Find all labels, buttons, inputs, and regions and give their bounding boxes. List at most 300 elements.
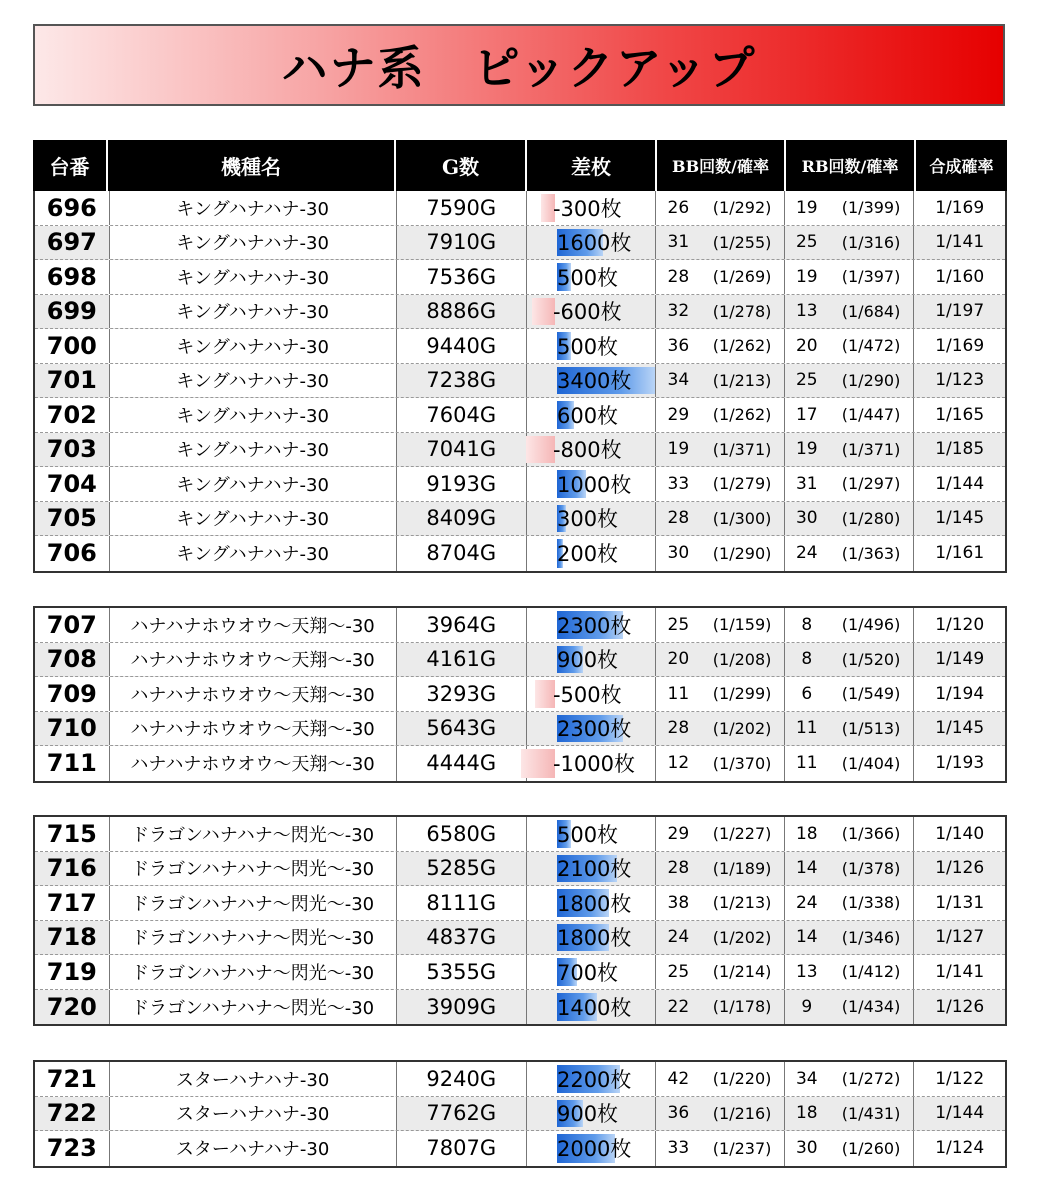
rb-count-cell — [785, 643, 829, 677]
machine-number: 697 — [46, 228, 97, 257]
bb-rate: (1/278) — [712, 301, 772, 321]
bb-count-cell — [656, 536, 700, 571]
bb-count-cell — [656, 955, 700, 989]
coin-difference-cell — [527, 608, 656, 642]
bb-rate: (1/279) — [712, 474, 772, 494]
rb-count-cell — [785, 536, 829, 571]
rb-count: 17 — [795, 404, 818, 425]
machine-name: キングハナハナ-30 — [176, 302, 329, 324]
game-count: 3909G — [426, 994, 497, 1019]
machine-number: 718 — [46, 923, 97, 952]
coin-difference-cell — [527, 329, 656, 363]
machine-name-cell — [110, 817, 397, 851]
bb-count-cell — [656, 746, 700, 781]
game-count: 7238G — [426, 368, 497, 393]
machine-name-cell — [110, 955, 397, 989]
machine-number: 717 — [46, 888, 97, 917]
machine-number-cell — [35, 817, 110, 851]
combined-rate: 1/141 — [935, 961, 985, 982]
table-row — [35, 677, 1005, 712]
game-count: 8111G — [426, 890, 497, 915]
machine-group — [33, 1060, 1007, 1168]
bb-rate: (1/237) — [712, 1138, 772, 1158]
bb-count-cell — [656, 817, 700, 851]
bb-rate-cell — [700, 955, 785, 989]
coin-difference-cell — [527, 817, 656, 851]
game-count-cell — [397, 921, 527, 955]
bb-count: 33 — [667, 473, 690, 494]
table-row — [35, 1062, 1005, 1097]
bb-rate: (1/213) — [712, 893, 772, 913]
machine-number: 701 — [46, 366, 97, 395]
bb-count-cell — [656, 260, 700, 294]
game-count: 9240G — [426, 1066, 497, 1091]
game-count-cell — [397, 677, 527, 711]
bb-count-cell — [656, 191, 700, 225]
machine-number: 723 — [46, 1134, 97, 1163]
rb-rate-cell — [829, 226, 915, 260]
rb-count-cell — [785, 329, 829, 363]
rb-count: 31 — [795, 473, 818, 494]
bb-rate-cell — [700, 329, 785, 363]
game-count-cell — [397, 295, 527, 329]
bb-count: 19 — [667, 439, 690, 460]
machine-name-cell — [110, 364, 397, 398]
coin-difference-cell — [527, 433, 656, 467]
game-count: 3293G — [426, 681, 497, 706]
bb-count-cell — [656, 712, 700, 746]
coin-difference-cell — [527, 677, 656, 711]
game-count: 8409G — [426, 506, 497, 531]
header-name: 機種名 — [108, 140, 396, 191]
coin-difference-cell — [527, 955, 656, 989]
game-count: 4444G — [426, 751, 497, 776]
combined-rate: 1/131 — [935, 892, 985, 913]
game-count: 5355G — [426, 959, 497, 984]
machine-name-cell — [110, 921, 397, 955]
coin-difference-cell — [527, 226, 656, 260]
game-count-cell — [397, 502, 527, 536]
machine-number: 696 — [46, 193, 97, 222]
machine-name-cell — [110, 990, 397, 1025]
rb-rate-cell — [829, 677, 915, 711]
diff-label: 1800枚 — [556, 926, 632, 951]
table-row — [35, 1131, 1005, 1166]
combined-rate-cell — [914, 502, 1005, 536]
machine-name: ハナハナホウオウ〜天翔〜-30 — [130, 754, 375, 776]
rb-rate: (1/404) — [841, 753, 901, 773]
bb-count: 12 — [667, 753, 690, 774]
bb-rate: (1/255) — [712, 232, 772, 252]
game-count: 9193G — [426, 471, 497, 496]
machine-number: 699 — [46, 297, 97, 326]
diff-label: 500枚 — [556, 265, 619, 290]
machine-number: 720 — [46, 992, 97, 1021]
game-count-cell — [397, 260, 527, 294]
machine-number-cell — [35, 295, 110, 329]
rb-count: 13 — [795, 301, 818, 322]
coin-difference-cell — [527, 1062, 656, 1096]
rb-rate: (1/346) — [841, 927, 901, 947]
bb-count-cell — [656, 643, 700, 677]
game-count-cell — [397, 467, 527, 501]
machine-name: ドラゴンハナハナ〜閃光〜-30 — [131, 824, 375, 846]
rb-count-cell — [785, 467, 829, 501]
combined-rate-cell — [914, 364, 1005, 398]
diff-label: 2300枚 — [556, 717, 632, 742]
diff-label: 700枚 — [556, 960, 619, 985]
bb-count-cell — [656, 677, 700, 711]
table-row — [35, 260, 1005, 295]
rb-count-cell — [785, 433, 829, 467]
bb-count: 25 — [667, 614, 690, 635]
combined-rate: 1/160 — [935, 266, 985, 287]
machine-name: ハナハナホウオウ〜天翔〜-30 — [130, 650, 375, 672]
machine-name-cell — [110, 226, 397, 260]
combined-rate: 1/145 — [935, 718, 985, 739]
table-row — [35, 712, 1005, 747]
combined-rate: 1/140 — [935, 823, 985, 844]
coin-difference-cell — [527, 502, 656, 536]
combined-rate-cell — [914, 433, 1005, 467]
bb-count-cell — [656, 1062, 700, 1096]
table-row — [35, 191, 1005, 226]
machine-name: キングハナハナ-30 — [176, 336, 329, 358]
combined-rate: 1/185 — [935, 439, 985, 460]
coin-difference-cell — [527, 295, 656, 329]
rb-rate: (1/447) — [841, 405, 901, 425]
bb-rate-cell — [700, 191, 785, 225]
game-count: 4837G — [426, 925, 497, 950]
rb-rate-cell — [829, 260, 915, 294]
machine-group — [33, 815, 1007, 1026]
table-header — [33, 140, 1007, 191]
rb-count: 25 — [795, 370, 818, 391]
rb-count-cell — [785, 1131, 829, 1166]
rb-count: 8 — [801, 614, 813, 635]
machine-number: 708 — [46, 645, 97, 674]
machine-number-cell — [35, 643, 110, 677]
rb-rate-cell — [829, 1097, 915, 1131]
bb-count-cell — [656, 886, 700, 920]
rb-rate-cell — [829, 502, 915, 536]
diff-label: 200枚 — [556, 542, 619, 567]
combined-rate: 1/169 — [935, 335, 985, 356]
machine-name: ハナハナホウオウ〜天翔〜-30 — [130, 615, 375, 637]
table-row — [35, 1097, 1005, 1132]
bb-count: 24 — [667, 927, 690, 948]
bb-rate: (1/269) — [712, 267, 772, 287]
machine-name: キングハナハナ-30 — [176, 474, 329, 496]
game-count-cell — [397, 852, 527, 886]
combined-rate: 1/169 — [935, 197, 985, 218]
bb-count-cell — [656, 433, 700, 467]
combined-rate-cell — [914, 677, 1005, 711]
combined-rate-cell — [914, 295, 1005, 329]
bb-rate-cell — [700, 364, 785, 398]
rb-rate-cell — [829, 886, 915, 920]
bb-count: 28 — [667, 718, 690, 739]
machine-number-cell — [35, 1097, 110, 1131]
machine-number-cell — [35, 921, 110, 955]
combined-rate: 1/149 — [935, 649, 985, 670]
bb-rate: (1/262) — [712, 336, 772, 356]
game-count: 7604G — [426, 402, 497, 427]
combined-rate-cell — [914, 886, 1005, 920]
game-count: 7807G — [426, 1136, 497, 1161]
combined-rate: 1/193 — [935, 753, 985, 774]
machine-number-cell — [35, 712, 110, 746]
coin-difference-cell — [527, 852, 656, 886]
rb-rate-cell — [829, 536, 915, 571]
bb-count: 11 — [667, 683, 690, 704]
machine-number-cell — [35, 990, 110, 1025]
bb-rate: (1/227) — [712, 824, 772, 844]
bb-count: 28 — [667, 858, 690, 879]
diff-label: 1000枚 — [556, 472, 632, 497]
combined-rate-cell — [914, 608, 1005, 642]
machine-name-cell — [110, 1097, 397, 1131]
bb-rate: (1/220) — [712, 1069, 772, 1089]
bb-rate-cell — [700, 990, 785, 1025]
combined-rate: 1/141 — [935, 232, 985, 253]
rb-count: 24 — [795, 892, 818, 913]
diff-label: 2000枚 — [556, 1137, 632, 1162]
bb-count: 26 — [667, 197, 690, 218]
diff-label: 500枚 — [556, 822, 619, 847]
machine-name-cell — [110, 746, 397, 781]
rb-count-cell — [785, 191, 829, 225]
rb-rate: (1/472) — [841, 336, 901, 356]
rb-rate-cell — [829, 191, 915, 225]
bb-count-cell — [656, 329, 700, 363]
rb-rate-cell — [829, 817, 915, 851]
combined-rate: 1/144 — [935, 473, 985, 494]
game-count-cell — [397, 226, 527, 260]
bb-rate-cell — [700, 746, 785, 781]
bb-count: 28 — [667, 508, 690, 529]
rb-count-cell — [785, 226, 829, 260]
machine-number: 719 — [46, 957, 97, 986]
machine-name: ドラゴンハナハナ〜閃光〜-30 — [131, 859, 375, 881]
game-count-cell — [397, 990, 527, 1025]
bb-count-cell — [656, 608, 700, 642]
game-count-cell — [397, 364, 527, 398]
coin-difference-cell — [527, 260, 656, 294]
header-bb: BB回数/確率 — [657, 140, 786, 191]
rb-count-cell — [785, 677, 829, 711]
bb-rate-cell — [700, 677, 785, 711]
game-count: 3964G — [426, 612, 497, 637]
diff-label: -300枚 — [552, 196, 622, 221]
rb-count-cell — [785, 502, 829, 536]
diff-label: 2200枚 — [556, 1067, 632, 1092]
machine-name-cell — [110, 329, 397, 363]
machine-group — [33, 606, 1007, 783]
combined-rate-cell — [914, 990, 1005, 1025]
machine-name: ドラゴンハナハナ〜閃光〜-30 — [131, 962, 375, 984]
bb-count: 33 — [667, 1138, 690, 1159]
rb-count-cell — [785, 712, 829, 746]
bb-rate: (1/189) — [712, 858, 772, 878]
machine-number-cell — [35, 886, 110, 920]
coin-difference-cell — [527, 398, 656, 432]
rb-rate-cell — [829, 295, 915, 329]
rb-count: 25 — [795, 232, 818, 253]
rb-count-cell — [785, 955, 829, 989]
combined-rate-cell — [914, 852, 1005, 886]
combined-rate-cell — [914, 536, 1005, 571]
bb-rate: (1/202) — [712, 718, 772, 738]
diff-label: 3400枚 — [556, 369, 632, 394]
game-count-cell — [397, 746, 527, 781]
rb-rate-cell — [829, 467, 915, 501]
bb-rate-cell — [700, 398, 785, 432]
combined-rate: 1/144 — [935, 1103, 985, 1124]
bb-rate: (1/290) — [712, 543, 772, 563]
diff-label: 1400枚 — [556, 995, 632, 1020]
game-count-cell — [397, 1131, 527, 1166]
game-count: 5643G — [426, 716, 497, 741]
game-count: 7536G — [426, 264, 497, 289]
game-count: 5285G — [426, 856, 497, 881]
coin-difference-cell — [527, 467, 656, 501]
game-count: 6580G — [426, 821, 497, 846]
diff-label: 2100枚 — [556, 857, 632, 882]
bb-rate: (1/202) — [712, 927, 772, 947]
rb-count: 19 — [795, 197, 818, 218]
game-count: 8704G — [426, 541, 497, 566]
rb-rate-cell — [829, 364, 915, 398]
rb-rate-cell — [829, 921, 915, 955]
table-row — [35, 921, 1005, 956]
rb-count-cell — [785, 921, 829, 955]
rb-rate: (1/272) — [841, 1069, 901, 1089]
machine-number: 716 — [46, 854, 97, 883]
machine-name-cell — [110, 260, 397, 294]
page-title: ハナ系 ピックアップ — [281, 41, 757, 95]
header-games: G数 — [396, 140, 527, 191]
bb-rate-cell — [700, 502, 785, 536]
game-count: 7590G — [426, 195, 497, 220]
rb-count: 14 — [795, 927, 818, 948]
coin-difference-cell — [527, 886, 656, 920]
machine-name: キングハナハナ-30 — [176, 198, 329, 220]
combined-rate-cell — [914, 329, 1005, 363]
machine-name: キングハナハナ-30 — [176, 267, 329, 289]
machine-number-cell — [35, 1062, 110, 1096]
combined-rate: 1/194 — [935, 683, 985, 704]
game-count-cell — [397, 955, 527, 989]
bb-rate: (1/214) — [712, 962, 772, 982]
diff-label: 1800枚 — [556, 891, 632, 916]
machine-number: 721 — [46, 1064, 97, 1093]
combined-rate-cell — [914, 1097, 1005, 1131]
combined-rate: 1/145 — [935, 508, 985, 529]
bb-rate: (1/299) — [712, 684, 772, 704]
bb-rate-cell — [700, 467, 785, 501]
coin-difference-cell — [527, 364, 656, 398]
rb-count: 6 — [801, 683, 813, 704]
rb-count-cell — [785, 1097, 829, 1131]
rb-rate: (1/290) — [841, 370, 901, 390]
bb-count: 29 — [667, 404, 690, 425]
combined-rate-cell — [914, 1062, 1005, 1096]
coin-difference-cell — [527, 536, 656, 571]
rb-rate-cell — [829, 1131, 915, 1166]
machine-name-cell — [110, 467, 397, 501]
bb-count: 31 — [667, 232, 690, 253]
machine-number-cell — [35, 226, 110, 260]
table-row — [35, 746, 1005, 781]
rb-rate: (1/513) — [841, 718, 901, 738]
table-row — [35, 955, 1005, 990]
rb-rate: (1/371) — [841, 439, 901, 459]
table-row — [35, 990, 1005, 1025]
bb-count: 28 — [667, 266, 690, 287]
table-row — [35, 817, 1005, 852]
table-row — [35, 536, 1005, 571]
diff-label: 600枚 — [556, 403, 619, 428]
bb-count-cell — [656, 990, 700, 1025]
table-row — [35, 398, 1005, 433]
diff-label: -800枚 — [552, 438, 622, 463]
machine-number: 711 — [46, 749, 97, 778]
machine-name-cell — [110, 398, 397, 432]
header-rb: RB回数/確率 — [786, 140, 916, 191]
table-row — [35, 364, 1005, 399]
rb-count-cell — [785, 608, 829, 642]
machine-name: キングハナハナ-30 — [176, 544, 329, 566]
rb-rate-cell — [829, 955, 915, 989]
rb-count-cell — [785, 817, 829, 851]
rb-count: 11 — [795, 753, 818, 774]
machine-number-cell — [35, 398, 110, 432]
coin-difference-cell — [527, 1097, 656, 1131]
rb-rate: (1/316) — [841, 232, 901, 252]
rb-count: 9 — [801, 996, 813, 1017]
machine-name: キングハナハナ-30 — [176, 371, 329, 393]
machine-number: 710 — [46, 714, 97, 743]
rb-count: 18 — [795, 1103, 818, 1124]
game-count-cell — [397, 433, 527, 467]
game-count-cell — [397, 1062, 527, 1096]
machine-name: ハナハナホウオウ〜天翔〜-30 — [130, 719, 375, 741]
rb-count: 30 — [795, 1138, 818, 1159]
rb-count-cell — [785, 746, 829, 781]
machine-group — [33, 191, 1007, 573]
table-row — [35, 643, 1005, 678]
rb-rate: (1/338) — [841, 893, 901, 913]
machine-name: キングハナハナ-30 — [176, 233, 329, 255]
diff-label: 1600枚 — [556, 231, 632, 256]
machine-name-cell — [110, 502, 397, 536]
rb-rate-cell — [829, 608, 915, 642]
bb-rate-cell — [700, 260, 785, 294]
machine-number: 707 — [46, 610, 97, 639]
bb-rate: (1/216) — [712, 1103, 772, 1123]
bb-rate-cell — [700, 852, 785, 886]
machine-number-cell — [35, 608, 110, 642]
diff-label: -1000枚 — [552, 752, 635, 777]
combined-rate-cell — [914, 746, 1005, 781]
game-count: 8886G — [426, 299, 497, 324]
machine-name-cell — [110, 712, 397, 746]
machine-name: キングハナハナ-30 — [176, 509, 329, 531]
machine-number-cell — [35, 852, 110, 886]
diff-label: 900枚 — [556, 648, 619, 673]
bb-rate: (1/371) — [712, 439, 772, 459]
